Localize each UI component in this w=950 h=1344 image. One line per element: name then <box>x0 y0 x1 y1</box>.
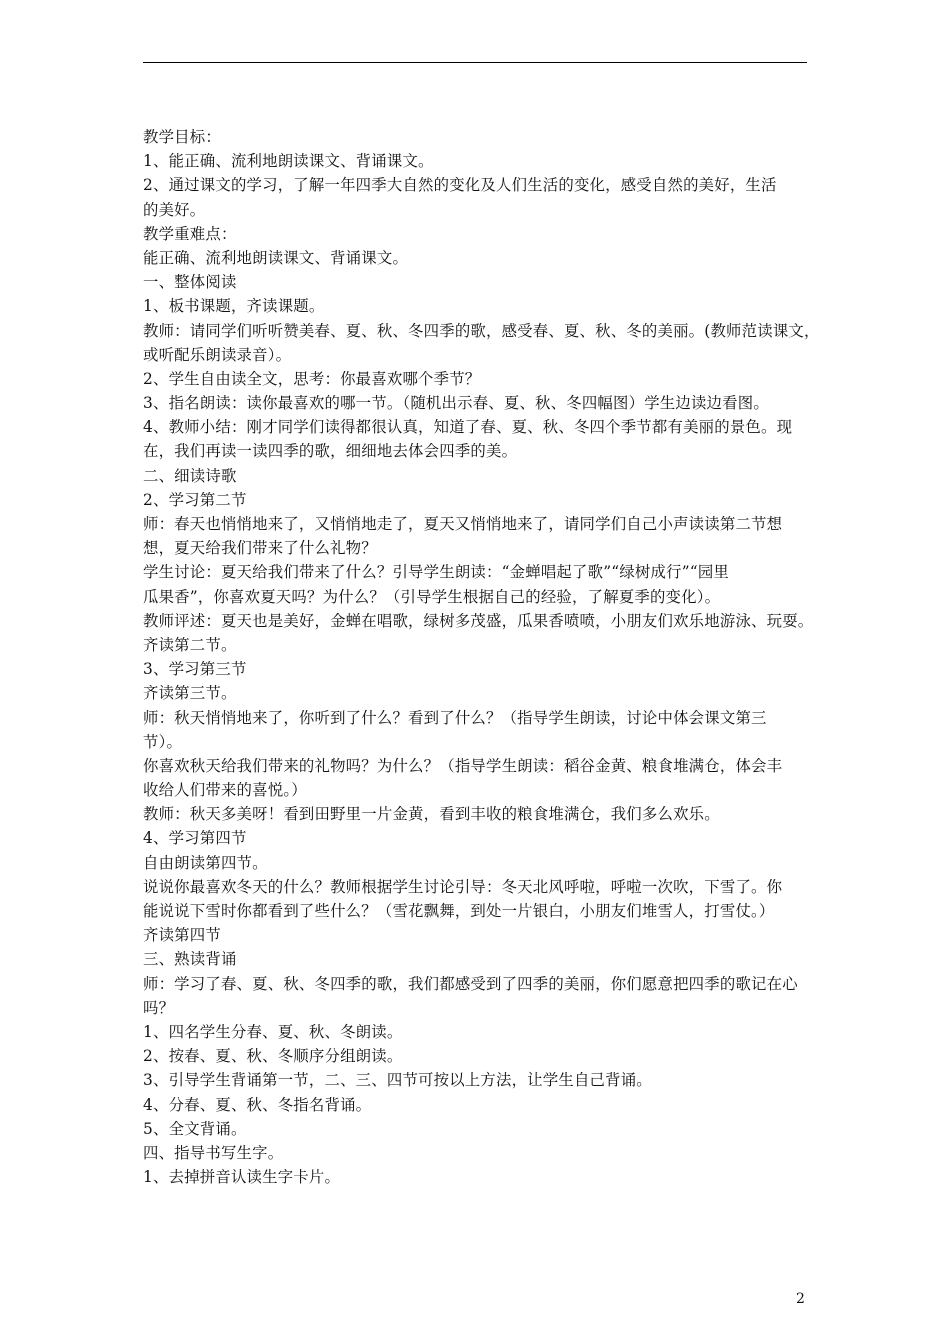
text-line: 能正确、流利地朗读课文、背诵课文。 <box>143 248 409 267</box>
text-line: 2、学生自由读全文，思考：你最喜欢哪个季节？ <box>143 369 481 388</box>
text-line: 1、去掉拼音认读生字卡片。 <box>143 1168 341 1187</box>
text-line: 1、板书课题，齐读课题。 <box>143 297 325 316</box>
text-line: 3、指名朗读：读你最喜欢的哪一节。（随机出示春、夏、秋、冬四幅图）学生边读边看图。 <box>143 394 769 413</box>
text-line: 齐读第三节。 <box>143 684 237 703</box>
text-line: 自由朗读第四节。 <box>143 853 268 872</box>
text-line: 4、学习第四节 <box>143 829 247 848</box>
text-line: 齐读第四节 <box>143 926 221 945</box>
text-line: 师：秋天悄悄地来了，你听到了什么？看到了什么？（指导学生朗读，讨论中体会课文第三 <box>143 708 767 727</box>
text-line: 5、全文背诵。 <box>143 1119 247 1138</box>
text-line: 收给人们带来的喜悦。） <box>143 781 307 800</box>
text-line: 或听配乐朗读录音）。 <box>143 345 292 364</box>
text-line: 4、教师小结：刚才同学们读得都很认真，知道了春、夏、秋、冬四个季节都有美丽的景色。现 <box>143 418 793 437</box>
text-line: 3、引导学生背诵第一节，二、三、四节可按以上方法，让学生自己背诵。 <box>143 1071 652 1090</box>
text-line: 齐读第二节。 <box>143 635 237 654</box>
text-line: 吗？ <box>143 998 175 1017</box>
text-line: 说说你最喜欢冬天的什么？教师根据学生讨论引导：冬天北风呼啦，呼啦一次吹，下雪了。你 <box>143 877 783 896</box>
text-line: 想，夏天给我们带来了什么礼物？ <box>143 539 377 558</box>
text-line: 教师：请同学们听听赞美春、夏、秋、冬四季的歌，感受春、夏、秋、冬的美丽。(教师范读课文， <box>143 321 820 340</box>
text-line: 教学重难点： <box>143 224 237 243</box>
text-line: 2、通过课文的学习，了解一年四季大自然的变化及人们生活的变化，感受自然的美好，生活 <box>143 176 777 195</box>
text-line: 1、能正确、流利地朗读课文、背诵课文。 <box>143 152 434 171</box>
text-line: 教师：秋天多美呀！看到田野里一片金黄，看到丰收的粮食堆满仓，我们多么欢乐。 <box>143 805 720 824</box>
page-number: 2 <box>796 1291 805 1307</box>
text-line: 节）。 <box>143 732 183 751</box>
text-line: 四、指导书写生字。 <box>143 1143 284 1162</box>
text-line: 3、学习第三节 <box>143 660 247 679</box>
text-line: 三、熟读背诵 <box>143 950 237 969</box>
text-line: 二、细读诗歌 <box>143 466 237 485</box>
text-line: 学生讨论：夏天给我们带来了什么？引导学生朗读：“金蝉唱起了歌”“绿树成行”“园里 <box>143 563 730 582</box>
text-line: 教学目标： <box>143 128 221 146</box>
text-line: 师：春天也悄悄地来了，又悄悄地走了，夏天又悄悄地来了，请同学们自己小声读读第二节想 <box>143 515 783 533</box>
text-line: 你喜欢秋天给我们带来的礼物吗？为什么？（指导学生朗读：稻谷金黄、粮食堆满仓，体会丰 <box>143 756 783 775</box>
text-line: 师：学习了春、夏、秋、冬四季的歌，我们都感受到了四季的美丽，你们愿意把四季的歌记在心 <box>143 974 798 993</box>
header-rule <box>143 62 807 63</box>
text-line: 瓜果香”，你喜欢夏天吗？为什么？（引导学生根据自己的经验，了解夏季的变化）。 <box>143 587 721 606</box>
text-line: 4、分春、夏、秋、冬指名背诵。 <box>143 1095 372 1114</box>
text-line: 1、四名学生分春、夏、秋、冬朗读。 <box>143 1022 403 1041</box>
text-line: 2、按春、夏、秋、冬顺序分组朗读。 <box>143 1047 403 1066</box>
text-line: 2、学习第二节 <box>143 490 247 509</box>
text-line: 一、整体阅读 <box>143 273 237 292</box>
text-line: 能说说下雪时你都看到了些什么？（雪花飘舞，到处一片银白，小朋友们堆雪人，打雪仗。） <box>143 902 775 920</box>
document-body <box>143 125 823 1189</box>
text-line: 在，我们再读一读四季的歌，细细地去体会四季的美。 <box>143 442 518 461</box>
text-line: 的美好。 <box>143 200 206 219</box>
text-line: 教师评述：夏天也是美好，金蝉在唱歌，绿树多茂盛，瓜果香喷喷，小朋友们欢乐地游泳、玩耍。 <box>143 611 814 630</box>
